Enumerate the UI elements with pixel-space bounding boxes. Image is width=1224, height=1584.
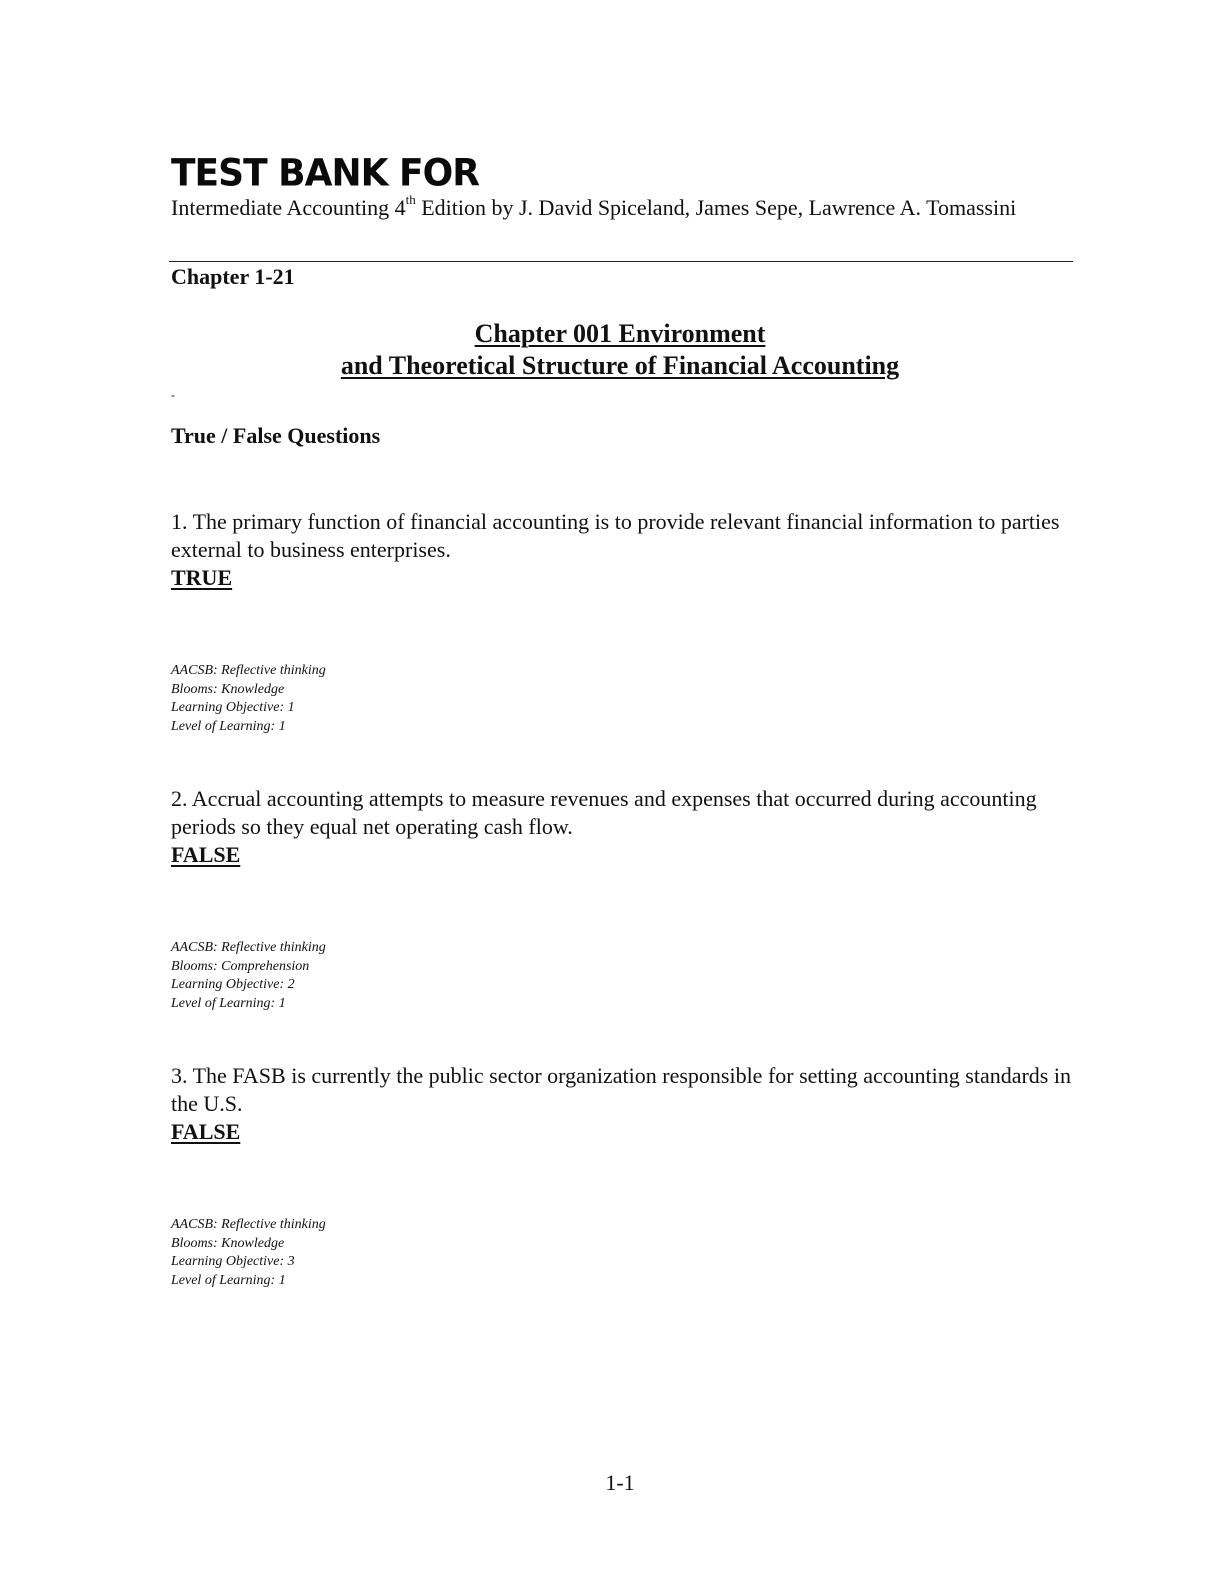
- stray-dash: -: [171, 388, 175, 402]
- chapter-heading: [171, 318, 1069, 382]
- meta-blooms: Blooms: Knowledge: [171, 1235, 285, 1251]
- section-title: True / False Questions: [171, 423, 381, 448]
- question-2: [171, 785, 1071, 869]
- book-subtitle: [171, 191, 1051, 222]
- chapter-heading-line2: and Theoretical Structure of Financial Accounting: [340, 351, 900, 380]
- meta-level-of-learning: Level of Learning: 1: [171, 718, 286, 734]
- question-text: 1. The primary function of financial accounting is to provide relevant financial information to parties external to business enterprises.: [171, 509, 1060, 562]
- meta-aacsb: AACSB: Reflective thinking: [171, 663, 326, 678]
- subtitle-authors: Edition by J. David Spiceland, James Sepe, Lawrence A. Tomassini: [415, 195, 1017, 220]
- chapter-heading-line1: Chapter 001 Environment: [474, 319, 766, 348]
- chapter-range: Chapter 1-21: [171, 264, 295, 289]
- question-answer: FALSE: [171, 842, 241, 867]
- header-divider: [169, 261, 1073, 262]
- question-2-metadata: [171, 939, 326, 1013]
- meta-level-of-learning: Level of Learning: 1: [171, 995, 286, 1011]
- question-answer: TRUE: [171, 565, 233, 590]
- meta-blooms: Blooms: Knowledge: [171, 681, 285, 697]
- question-1: [171, 508, 1071, 592]
- edition-superscript: th: [405, 191, 416, 207]
- page-number: 1-1: [605, 1470, 635, 1495]
- meta-aacsb: AACSB: Reflective thinking: [171, 1217, 326, 1232]
- question-3-metadata: [171, 1216, 326, 1290]
- meta-learning-objective: Learning Objective: 3: [171, 1254, 295, 1269]
- question-text: 2. Accrual accounting attempts to measure revenues and expenses that occurred during accounting periods so they equal net operating cash flow.: [171, 786, 1037, 839]
- question-3: [171, 1062, 1071, 1146]
- question-1-metadata: [171, 662, 326, 736]
- meta-learning-objective: Learning Objective: 1: [171, 700, 295, 715]
- meta-learning-objective: Learning Objective: 2: [171, 977, 295, 992]
- meta-aacsb: AACSB: Reflective thinking: [171, 940, 326, 955]
- subtitle-text: Intermediate Accounting 4: [171, 195, 406, 220]
- question-text: 3. The FASB is currently the public sector organization responsible for setting accounting standards in the U.S.: [171, 1063, 1071, 1116]
- meta-level-of-learning: Level of Learning: 1: [171, 1272, 286, 1288]
- meta-blooms: Blooms: Comprehension: [171, 958, 310, 974]
- question-answer: FALSE: [171, 1119, 241, 1144]
- test-bank-title: TEST BANK FOR: [171, 152, 479, 196]
